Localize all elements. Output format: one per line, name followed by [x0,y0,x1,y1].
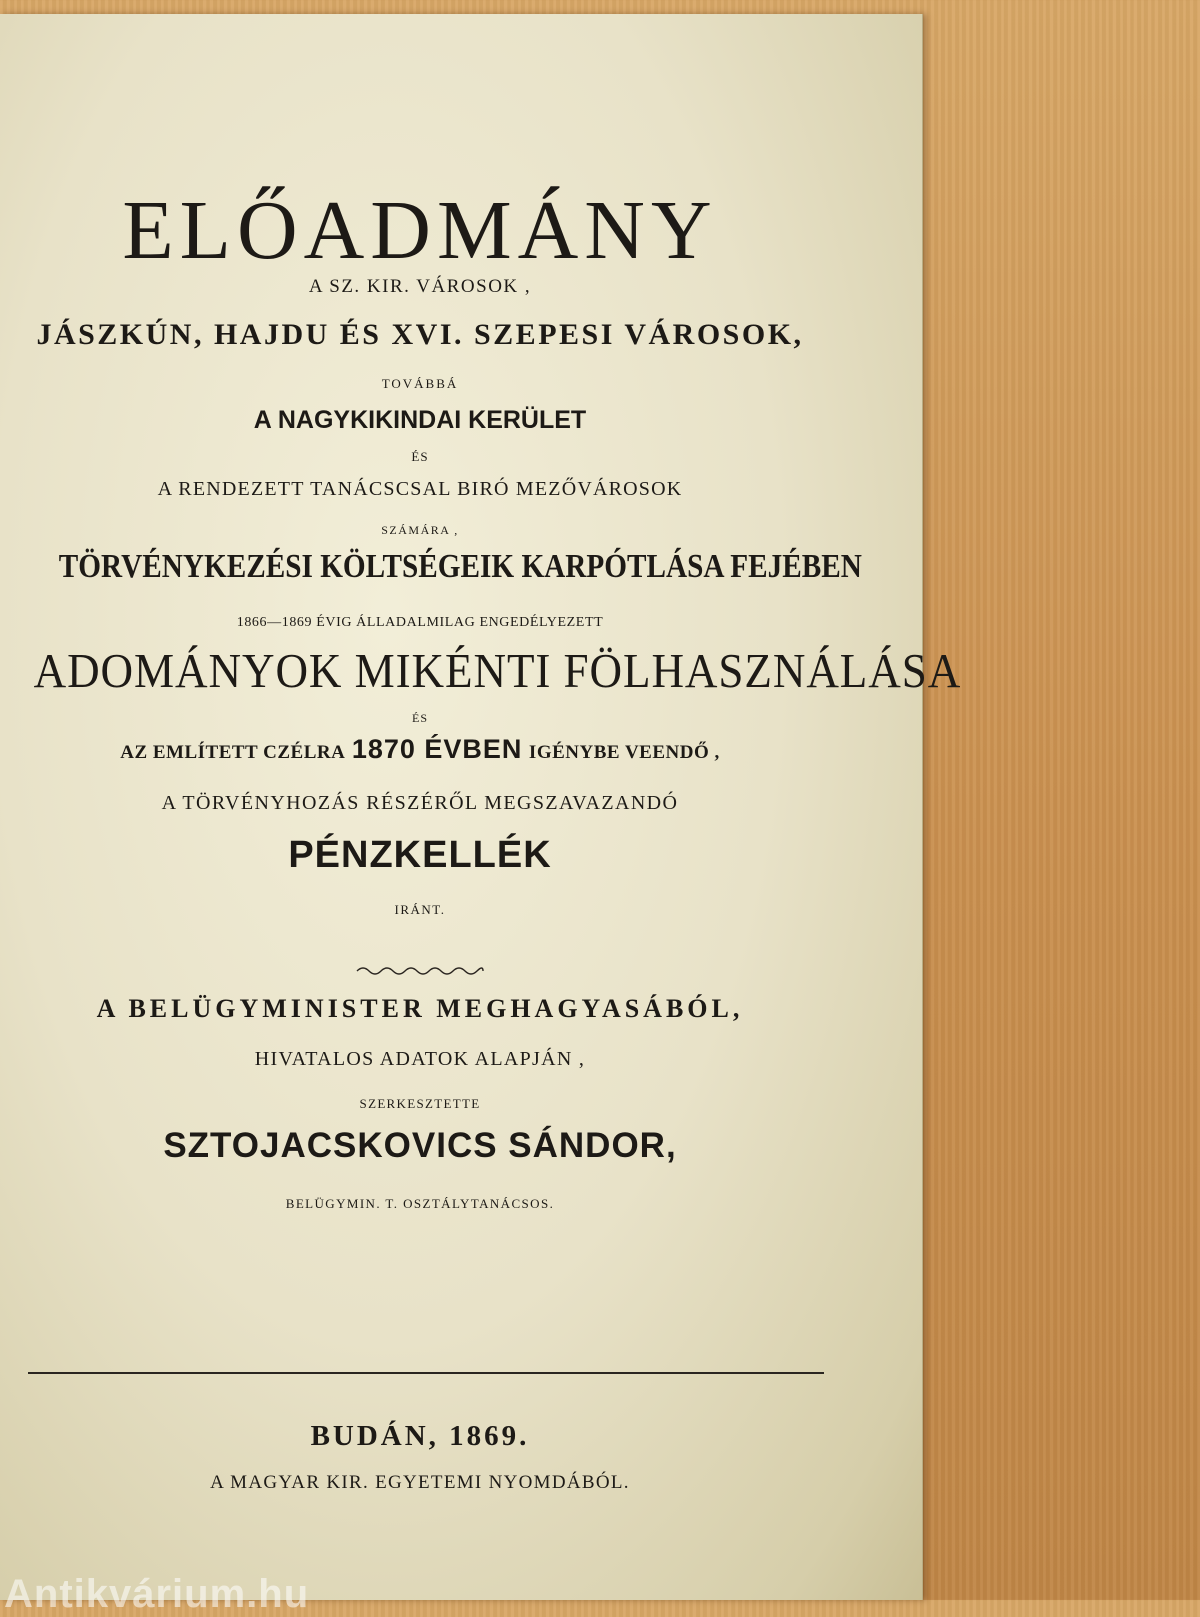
horizontal-rule [28,1372,824,1374]
author-name: SZTOJACSKOVICS SÁNDOR, [163,1126,677,1165]
imprint-printer: A MAGYAR KIR. EGYETEMI NYOMDÁBÓL. [210,1472,630,1493]
subtitle-segment: IGÉNYBE VEENDŐ , [528,742,720,763]
wavy-divider-ornament [355,964,485,978]
title-page [0,14,962,1600]
subtitle-line: A RENDEZETT TANÁCSCSAL BIRÓ MEZŐVÁROSOK [157,478,683,500]
subtitle-line: A SZ. KIR. VÁROSOK , [308,276,532,297]
connector-line: ÉS [411,711,428,725]
document-title: ELŐADMÁNY [122,184,718,277]
subtitle-line: 1866—1869 ÉVIG ÁLLADALMILAG ENGEDÉLYEZETT [236,615,604,630]
subtitle-line: A TÖRVÉNYHOZÁS RÉSZÉRŐL MEGSZAVAZANDÓ [161,792,679,814]
subtitle-heading: ADOMÁNYOK MIKÉNTI FÖLHASZNÁLÁSA [33,643,962,698]
connector-line: IRÁNT. [394,902,446,917]
subtitle-line: A NAGYKIKINDAI KERÜLET [253,406,587,434]
subtitle-segment: AZ EMLÍTETT CZÉLRA [120,742,346,763]
subtitle-line: JÁSZKÚN, HAJDU ÉS XVI. SZEPESI VÁROSOK, [36,318,804,351]
commission-line: HIVATALOS ADATOK ALAPJÁN , [254,1048,586,1070]
imprint-place-date: BUDÁN, 1869. [310,1420,530,1452]
subtitle-heading: PÉNZKELLÉK [288,834,552,876]
connector-line: SZÁMÁRA , [381,523,459,537]
connector-line: TOVÁBBÁ [381,376,459,391]
connector-line: ÉS [411,449,429,464]
commission-line: A BELÜGYMINISTER MEGHAGYASÁBÓL, [96,994,744,1023]
watermark: Antikvárium.hu [4,1572,310,1616]
subtitle-line [0,734,840,765]
subtitle-line: TÖRVÉNYKEZÉSI KÖLTSÉGEIK KARPÓTLÁSA FEJÉBEN [58,548,862,585]
connector-line: SZERKESZTETTE [359,1096,481,1111]
subtitle-segment: 1870 ÉVBEN [351,734,523,764]
author-title: BELÜGYMIN. T. OSZTÁLYTANÁCSOS. [285,1196,555,1211]
